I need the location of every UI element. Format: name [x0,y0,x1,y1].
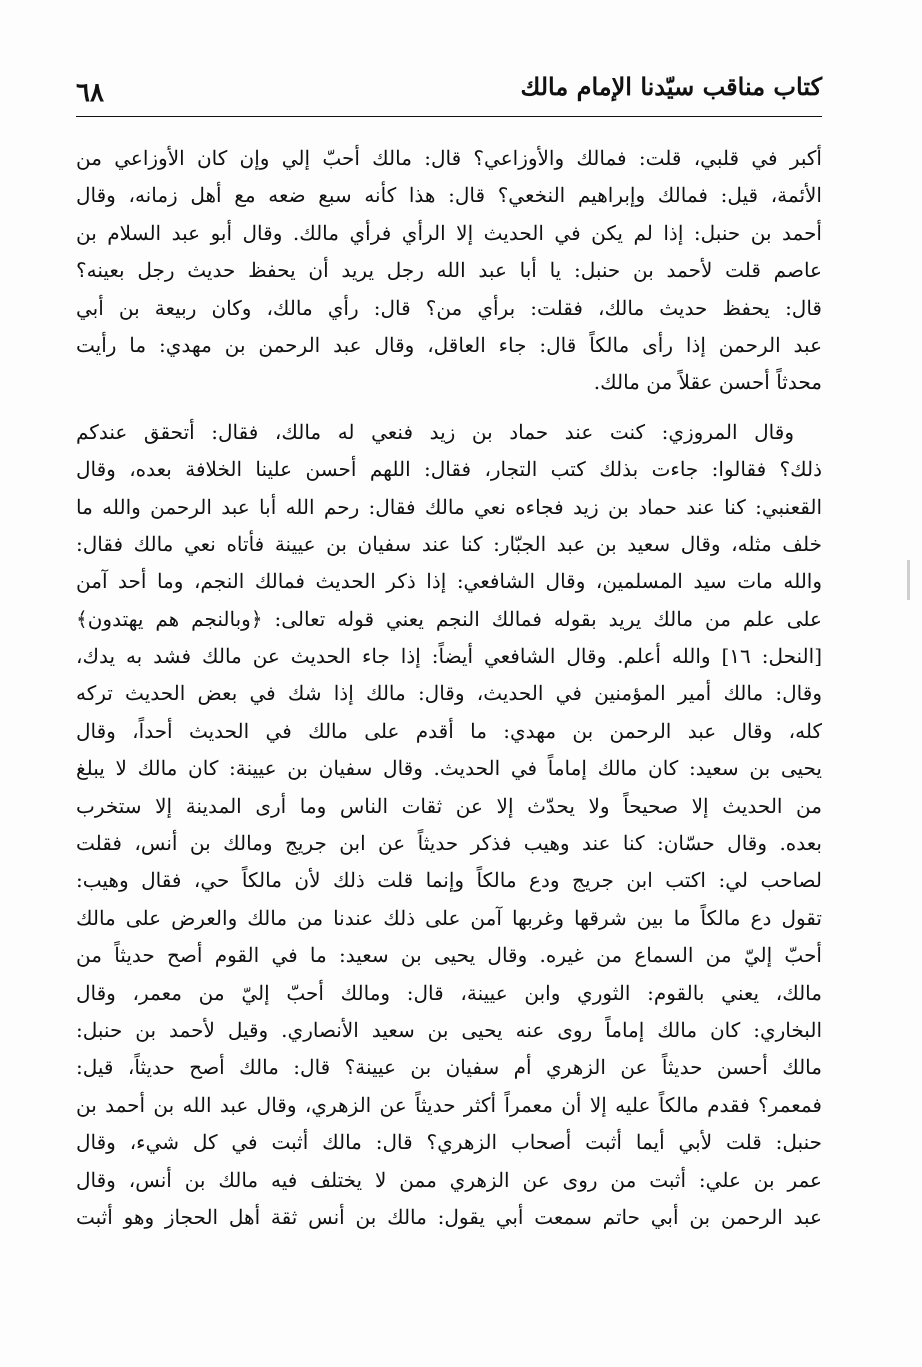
text-line: تقول دع مالكاً ما بين شرقها وغربها آمن على ذلك عندنا من مالك والعرض على مالك [76,905,822,930]
text-line: بعده. وقال حسّان: كنا عند وهيب فذكر حديثاً عن ابن جريج ومالك بن أنس، فقلت [76,831,822,856]
text-line: يحيى بن سعيد: كان مالك إماماً في الحديث. وقال سفيان بن عيينة: كان مالك لا يبلغ [76,756,822,781]
text-line: مالك أحسن حديثاً عن الزهري أم سفيان بن عيينة؟ قال: مالك أصح حديثاً، قيل: [76,1055,822,1080]
text-line: القعنبي: كنا عند حماد بن زيد فجاءه نعي مالك فقال: رحم الله أبا عبد الرحمن والله ما [76,494,822,519]
text-line: وقال المروزي: كنت عند حماد بن زيد فنعي له مالك، فقال: أتحقق عندكم [76,419,794,444]
text-line: كله، وقال عبد الرحمن بن مهدي: ما أقدم على مالك في الحديث أحداً، وقال [76,718,822,743]
text-line: وقال: مالك أمير المؤمنين في الحديث، وقال: مالك إذا شك في بعض الحديث تركه [76,681,822,706]
scan-edge-mark [907,560,910,600]
text-line: محدثاً أحسن عقلاً من مالك. [593,370,822,395]
text-line: حنبل: قلت لأبي أيما أثبت أصحاب الزهري؟ قال: مالك أثبت في كل شيء، وقال [76,1130,822,1155]
text-line: [النحل: ١٦] والله أعلم. وقال الشافعي أيضاً: إذا جاء الحديث عن مالك فشد به يدك، [76,644,822,669]
text-line: أحمد بن حنبل: إذا لم يكن في الحديث إلا الرأي فرأي مالك. وقال أبو عبد السلام بن [76,220,822,245]
text-line: فمعمر؟ فقدم مالكاً عليه إلا أن معمراً أكثر حديثاً عن الزهري، وقال عبد الله بن أحمد بن [76,1092,822,1117]
page-number: ٦٨ [76,78,104,108]
text-line: أكبر في قلبي، قلت: فمالك والأوزاعي؟ قال: مالك أحبّ إلي وإن كان الأوزاعي من [76,146,822,170]
text-line: والله مات سيد المسلمين، وقال الشافعي: إذا ذكر الحديث فمالك النجم، وما أحد آمن [76,569,822,594]
paragraph-1 [76,140,822,402]
body-text [76,140,822,1236]
text-line: خلف مثله، وقال سعيد بن عبد الجبّار: كنا عند سفيان بن عيينة فأتاه نعي مالك فقال: [76,531,822,556]
text-line: عمر بن علي: أثبت من روى عن الزهري ممن لا يختلف فيه مالك بن أنس، وقال [76,1167,822,1192]
text-line: البخاري: كان مالك إماماً روى عنه يحيى بن سعيد الأنصاري. وقيل لأحمد بن حنبل: [76,1017,822,1042]
text-line: من الحديث إلا صحيحاً ولا يحدّث إلا عن ثقات الناس وما أرى المدينة إلا ستخرب [76,793,822,818]
page-header [76,60,822,117]
text-line: مالك، يعني بالقوم: الثوري وابن عيينة، قال: ومالك أحبّ إليّ من معمر، وقال [76,980,822,1005]
text-line: عبد الرحمن بن أبي حاتم سمعت أبي يقول: مالك بن أنس ثقة أهل الحجاز وهو أثبت [76,1204,822,1229]
text-line: على علم من مالك يريد بقوله فمالك النجم يعني قوله تعالى: ﴿وبالنجم هم يهتدون﴾ [76,606,822,631]
text-line: لصاحب لي: اكتب ابن جريج ودع مالكاً وإنما قلت ذلك لأن مالكاً حي، فقال وهيب: [76,868,822,893]
book-title: كتاب مناقب سيّدنا الإمام مالك [520,72,822,101]
text-line: قال: يحفظ حديث مالك، فقلت: برأي من؟ قال: رأي مالك، وكان ربيعة بن أبي [76,295,822,320]
text-line: عبد الرحمن إذا رأى مالكاً قال: جاء العاقل، وقال عبد الرحمن بن مهدي: ما رأيت [76,332,822,357]
text-line: أحبّ إليّ من السماع من غيره. وقال يحيى بن سعيد: ما في القوم أصح حديثاً من [76,943,822,968]
text-line: عاصم قلت لأحمد بن حنبل: يا أبا عبد الله رجل يريد أن يحفظ حديث رجل بعينه؟ [76,258,822,283]
text-line: الأئمة، قيل: فمالك وإبراهيم النخعي؟ قال: هذا كأنه سبع ضعه مع أهل زمانه، وقال [76,183,822,208]
text-line: ذلك؟ فقالوا: جاءت بذلك كتب التجار، فقال: اللهم أحسن علينا الخلافة بعده، وقال [76,457,822,482]
paragraph-2 [76,414,822,1237]
